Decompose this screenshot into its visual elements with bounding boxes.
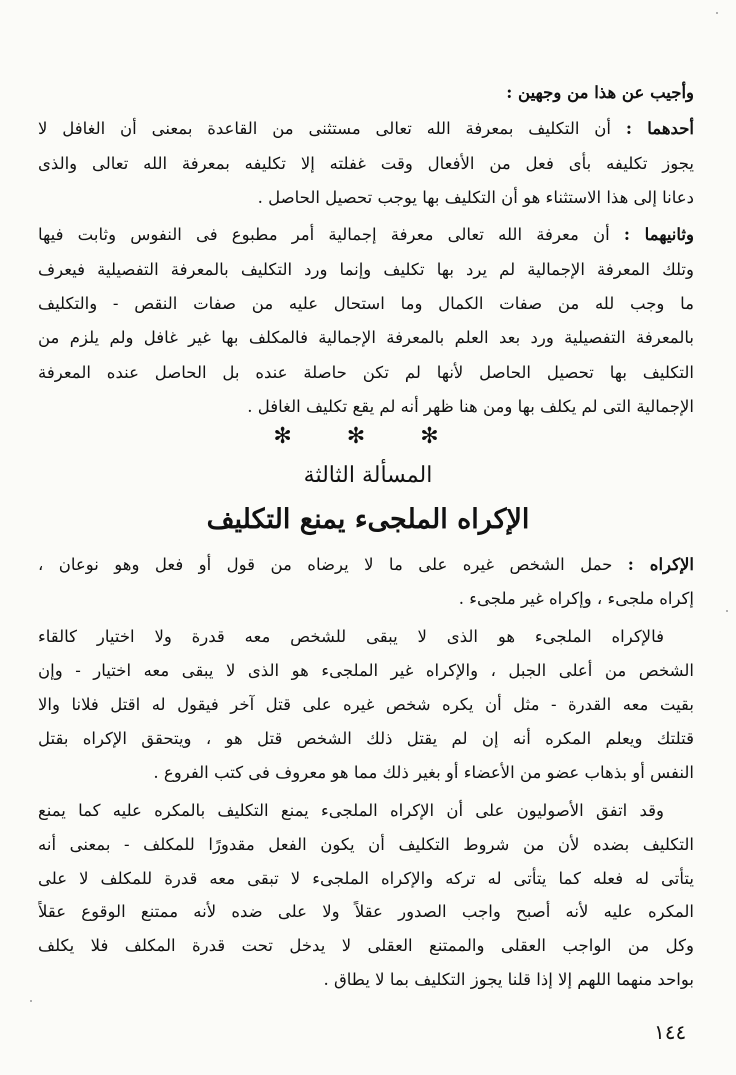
answer2-line-1	[38, 220, 694, 252]
answer1-label: أحدهما :	[625, 119, 694, 138]
paragraph1-line-5: النفس أو بذهاب عضو من الأعضاء أو بغير ذلك مما هو معروف فى كتب الفروع .	[153, 763, 694, 782]
answer1-line-2: يجوز تكليفه بأى فعل من الأفعال وقت غفلته إلا تكليفه بمعرفة الله تعالى والذى	[38, 154, 694, 173]
definition-line-2: إكراه ملجىء ، وإكراه غير ملجىء .	[458, 589, 694, 608]
answer2-text-1: أن معرفة الله تعالى معرفة إجمالية أمر مطبوع فى النفوس وثابت فيها	[38, 225, 610, 244]
answer2-line-6: الإجمالية التى لم يكلف بها ومن هنا ظهر أنه لم يقع تكليف الغافل .	[247, 397, 694, 416]
intro-heading: وأجيب عن هذا من وجهين :	[506, 83, 694, 102]
paragraph2-line-6: بواحد منهما اللهم إلا إذا قلنا يجوز التكليف بما لا يطاق .	[323, 970, 694, 989]
paragraph1-line-1: فالإكراه الملجىء هو الذى لا يبقى للشخص معه قدرة ولا اختيار كالقاء	[38, 627, 664, 646]
answer1-text-1: أن التكليف بمعرفة الله تعالى مستثنى من القاعدة بمعنى أن الغافل لا	[38, 119, 612, 138]
page-number: ١٤٤	[654, 1020, 687, 1044]
section-separator: ✻ ✻ ✻	[273, 424, 463, 449]
paragraph2-line-3: يتأتى له فعله كما يتأتى له تركه والإكراه الملجىء لا تبقى معه قدرة للمكلف لا على	[38, 869, 694, 888]
paragraph2-line-5: وكل من الواجب العقلى والممتنع العقلى لا يدخل تحت قدرة المكلف فلا يكلف	[38, 936, 694, 955]
section-subtitle: الإكراه الملجىء يمنع التكليف	[206, 504, 530, 535]
answer2-line-2: وتلك المعرفة الإجمالية لم يرد بها تكليف وإنما ورد التكليف بالمعرفة التفصيلية فيعرف	[38, 260, 694, 279]
answer2-label: وثانيهما :	[623, 225, 694, 244]
answer1-line-3: دعانا إلى هذا الاستثناء هو أن التكليف بها يوجب تحصيل الحاصل .	[257, 188, 694, 207]
paragraph1-line-2: الشخص من أعلى الجبل ، والإكراه غير الملجىء هو الذى لا يبقى معه اختيار - وإن	[38, 661, 694, 680]
definition-label: الإكراه :	[627, 555, 694, 574]
answer2-line-4: بالمعرفة التفصيلية ورد بعد العلم بالمعرفة الإجمالية فالمكلف بها غير غافل ولم يلزم من	[38, 328, 694, 347]
answer2-line-5: التكليف بها تحصيل الحاصل لأنها لم تكن حاصلة عنده بل الحاصل عنده المعرفة	[38, 363, 694, 382]
scan-speck	[726, 610, 728, 612]
paragraph2-line-1: وقد اتفق الأصوليون على أن الإكراه الملجىء يمنع التكليف بالمكره عليه كما يمنع	[38, 801, 664, 820]
scan-speck	[716, 12, 718, 14]
paragraph2-line-2: التكليف بضده لأن من شروط التكليف أن يكون الفعل مقدورًا للمكلف - بمعنى أنه	[38, 835, 694, 854]
scan-speck	[30, 1000, 32, 1002]
answer1-line-1	[38, 114, 694, 146]
definition-line-1	[38, 550, 694, 582]
section-title: المسألة الثالثة	[303, 463, 433, 488]
paragraph2-line-4: المكره عليه لأنه أصبح واجب الصدور عقلاً ولا على ضده لأنه ممتنع الوقوع عقلاً	[38, 902, 694, 921]
paragraph1-line-3: بقيت معه القدرة - مثل أن يكره شخص غيره على قتل آخر فيقول له اقتل فلانا والا	[38, 695, 694, 714]
definition-text-1: حمل الشخص غيره على ما لا يرضاه من قول أو فعل وهو نوعان ،	[38, 555, 613, 574]
answer2-line-3: ما وجب لله من صفات الكمال وما استحال عليه من صفات النقص - والتكليف	[38, 294, 694, 313]
paragraph1-line-4: قتلتك ويعلم المكره أنه إن لم يقتل ذلك الشخص قتل هو ، ويتحقق الإكراه بقتل	[38, 729, 694, 748]
